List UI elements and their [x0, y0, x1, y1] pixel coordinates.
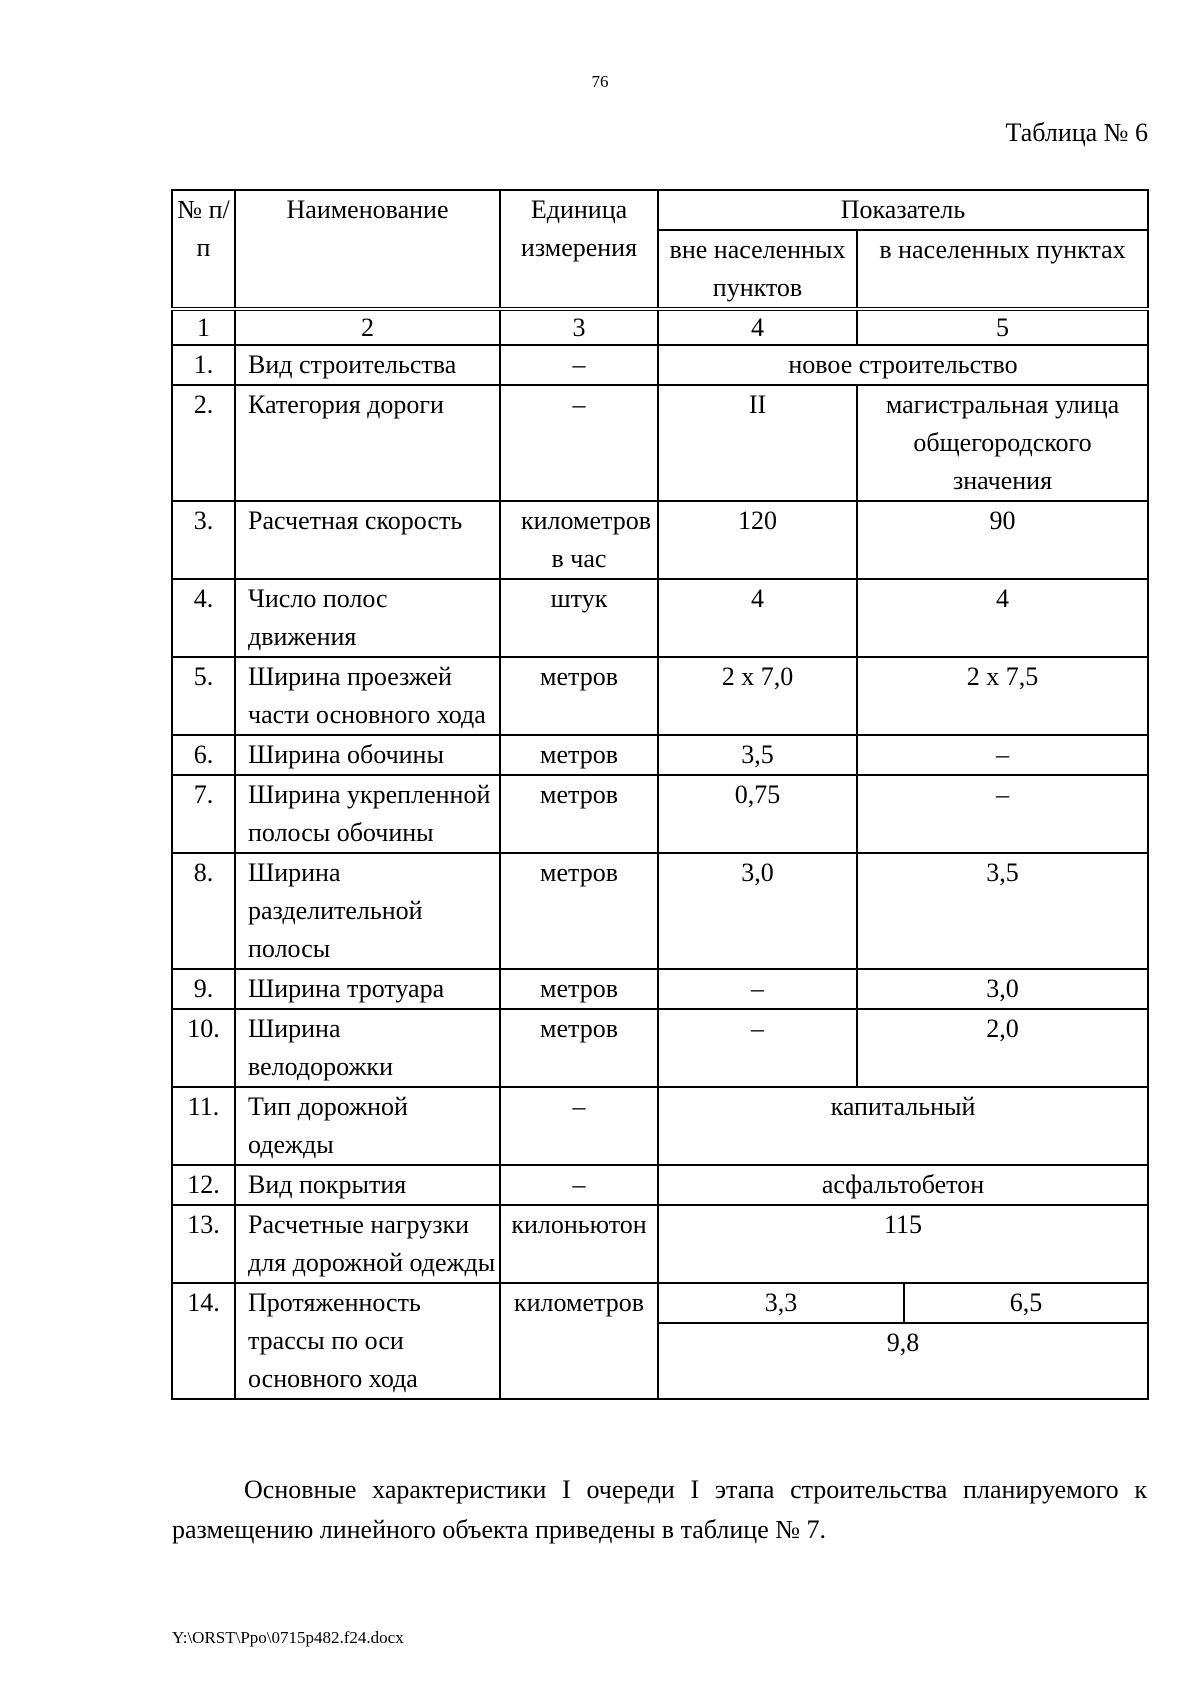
- row-num: 9.: [172, 969, 235, 1009]
- table-row: [172, 853, 1148, 969]
- table-row: [172, 775, 1148, 853]
- row-value-outside: 0,75: [658, 775, 857, 853]
- col-number: 4: [658, 309, 857, 345]
- table-row: [172, 345, 1148, 385]
- row-num: 3.: [172, 501, 235, 579]
- row-value-inside: –: [857, 735, 1148, 775]
- row-value-outside: 3,5: [658, 735, 857, 775]
- row-value-merged: 115: [658, 1205, 1148, 1283]
- row-name: Число полос движения: [235, 579, 500, 657]
- table-row: [172, 735, 1148, 775]
- row-num: 7.: [172, 775, 235, 853]
- row-value-outside: –: [658, 969, 857, 1009]
- row-value-inside: –: [857, 775, 1148, 853]
- table-row: [172, 657, 1148, 735]
- header-indicator: Показатель: [658, 190, 1148, 230]
- row-unit: километров: [500, 1283, 658, 1399]
- row-unit: метров: [500, 775, 658, 853]
- footer-file-path: Y:\ORST\Ppo\0715p482.f24.docx: [172, 1628, 404, 1647]
- row-name: Расчетные нагрузки для дорожной одежды: [235, 1205, 500, 1283]
- row-value-outside: 120: [658, 501, 857, 579]
- row-name: Ширина укрепленной полосы обочины: [235, 775, 500, 853]
- row-value-inside: магистральная улица общегородского значения: [857, 385, 1148, 501]
- row-num: 11.: [172, 1087, 235, 1165]
- row-value-inside: 2 х 7,5: [857, 657, 1148, 735]
- page-number: 76: [591, 72, 609, 91]
- table-row: [172, 385, 1148, 501]
- row-value-inside: 3,0: [857, 969, 1148, 1009]
- row-value-length: [658, 1283, 1148, 1399]
- row-name: Протяженность трассы по оси основного хода: [235, 1283, 500, 1399]
- road-parameters-table: [171, 189, 1149, 1400]
- row-name: Ширина проезжей части основного хода: [235, 657, 500, 735]
- table-title: Таблица № 6: [1005, 118, 1148, 147]
- row-name: Ширина обочины: [235, 735, 500, 775]
- header-outside: вне населенных пунктов: [658, 230, 857, 309]
- row-name: Ширина разделительной полосы: [235, 853, 500, 969]
- row-unit: метров: [500, 657, 658, 735]
- length-part-inside: 6,5: [903, 1284, 1147, 1322]
- row-unit: –: [500, 385, 658, 501]
- row-unit: –: [500, 1165, 658, 1205]
- row-value-outside: –: [658, 1009, 857, 1087]
- row-name: Тип дорожной одежды: [235, 1087, 500, 1165]
- row-value-merged: капитальный: [658, 1087, 1148, 1165]
- table-row: [172, 1087, 1148, 1165]
- header-num: № п/п: [172, 190, 235, 309]
- table-row: [172, 1283, 1148, 1399]
- row-value-outside: 4: [658, 579, 857, 657]
- length-parts: [659, 1284, 1147, 1322]
- col-number: 5: [857, 309, 1148, 345]
- row-name: Категория дороги: [235, 385, 500, 501]
- row-name: Расчетная скорость: [235, 501, 500, 579]
- row-name: Вид покрытия: [235, 1165, 500, 1205]
- row-unit: килоньютон: [500, 1205, 658, 1283]
- row-value-inside: 2,0: [857, 1009, 1148, 1087]
- row-unit: метров: [500, 735, 658, 775]
- table-row: [172, 1009, 1148, 1087]
- header-inside: в населенных пунктах: [857, 230, 1148, 309]
- row-unit: метров: [500, 1009, 658, 1087]
- row-num: 5.: [172, 657, 235, 735]
- table-row: [172, 1205, 1148, 1283]
- row-value-outside: 3,0: [658, 853, 857, 969]
- row-unit: штук: [500, 579, 658, 657]
- row-num: 12.: [172, 1165, 235, 1205]
- row-num: 8.: [172, 853, 235, 969]
- header-name: Наименование: [235, 190, 500, 309]
- body-paragraph: Основные характеристики I очереди I этапа строительства планируемого к размещению линейного объекта приведены в таблице № 7.: [172, 1475, 1147, 1544]
- table-row: [172, 969, 1148, 1009]
- row-num: 10.: [172, 1009, 235, 1087]
- row-value-inside: 4: [857, 579, 1148, 657]
- table-row: [172, 1165, 1148, 1205]
- row-name: Вид строительства: [235, 345, 500, 385]
- row-unit: километров в час: [500, 501, 658, 579]
- row-name: Ширина велодорожки: [235, 1009, 500, 1087]
- col-number: 1: [172, 309, 235, 345]
- row-value-outside: 2 х 7,0: [658, 657, 857, 735]
- row-value-merged: асфальтобетон: [658, 1165, 1148, 1205]
- col-number: 3: [500, 309, 658, 345]
- header-unit: Единица измерения: [500, 190, 658, 309]
- length-total: 9,8: [659, 1322, 1147, 1362]
- row-num: 2.: [172, 385, 235, 501]
- length-part-outside: 3,3: [764, 1288, 798, 1317]
- row-value-merged: новое строительство: [658, 345, 1148, 385]
- row-value-inside: 90: [857, 501, 1148, 579]
- row-num: 6.: [172, 735, 235, 775]
- row-unit: –: [500, 345, 658, 385]
- row-unit: –: [500, 1087, 658, 1165]
- row-value-inside: 3,5: [857, 853, 1148, 969]
- row-num: 4.: [172, 579, 235, 657]
- row-name: Ширина тротуара: [235, 969, 500, 1009]
- row-num: 1.: [172, 345, 235, 385]
- row-num: 13.: [172, 1205, 235, 1283]
- row-unit: метров: [500, 853, 658, 969]
- row-unit: метров: [500, 969, 658, 1009]
- row-value-outside: II: [658, 385, 857, 501]
- row-num: 14.: [172, 1283, 235, 1399]
- table-row: [172, 579, 1148, 657]
- col-number: 2: [235, 309, 500, 345]
- table-row: [172, 501, 1148, 579]
